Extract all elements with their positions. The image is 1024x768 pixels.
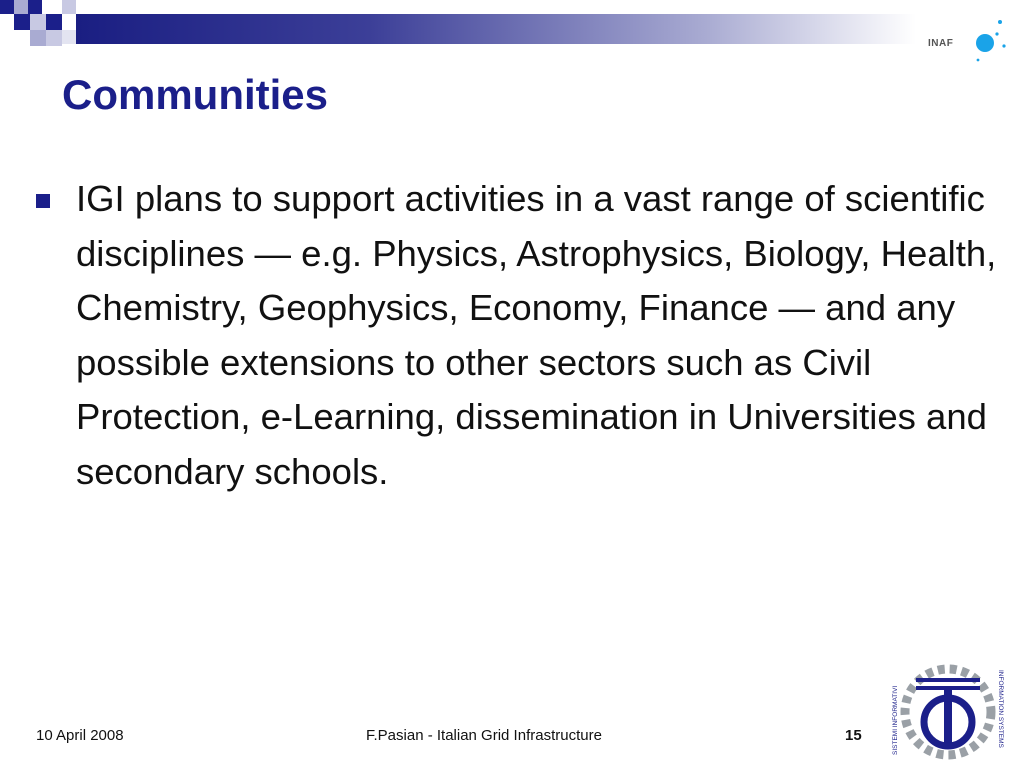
header-square-decoration <box>62 30 76 44</box>
header-square-decoration <box>30 30 46 46</box>
page-number: 15 <box>845 727 862 744</box>
sistemi-informativi-logo <box>880 660 1016 764</box>
si-logo-right-text: INFORMATION SYSTEMS <box>997 670 1004 748</box>
header-square-decoration <box>46 14 62 30</box>
header-square-decoration <box>14 14 30 30</box>
slide-title: Communities <box>62 71 329 118</box>
header-square-decoration <box>14 0 28 14</box>
footer-date: 10 April 2008 <box>36 727 124 744</box>
header-square-decoration <box>28 0 42 14</box>
bullet-text: IGI plans to support activities in a vast range of scientific disciplines — e.g. Physics, Astrophysics, Biology, Health, Chemistry, Geophysics, Economy, Finance — and any possible extensions to other sectors such as Civil Protection, e-Learning, dissemination in Universities and secondary schools. <box>76 178 997 492</box>
header-square-decoration <box>30 14 46 30</box>
inaf-logo-text: INAF <box>928 38 954 49</box>
bullet-square-icon <box>36 194 50 208</box>
inaf-logo <box>918 10 1014 70</box>
header-square-decoration <box>0 0 14 14</box>
si-logo-left-text: SISTEMI INFORMATIVI <box>892 685 899 755</box>
header-square-decoration <box>62 0 76 14</box>
footer-presenter: F.Pasian - Italian Grid Infrastructure <box>366 727 602 744</box>
header-square-decoration <box>46 30 62 46</box>
header-gradient-bar <box>76 14 916 44</box>
